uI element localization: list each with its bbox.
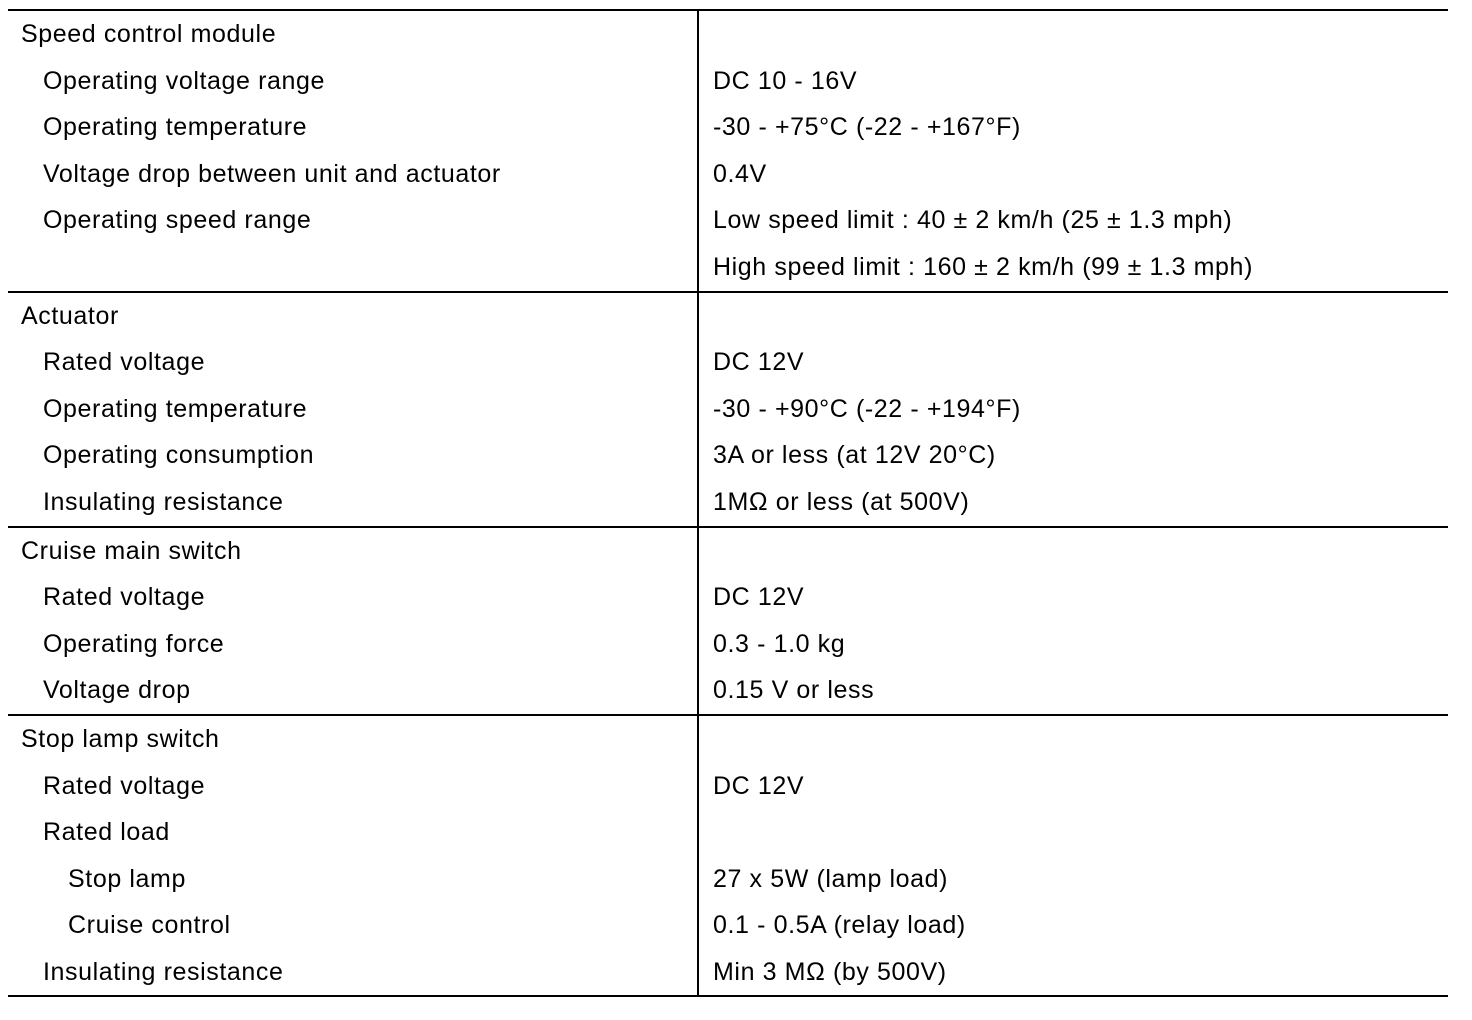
spec-row bbox=[8, 58, 1448, 105]
spec-label: Operating force bbox=[8, 621, 698, 668]
section-title: Cruise main switch bbox=[8, 527, 698, 575]
section-value-empty bbox=[698, 715, 1448, 763]
spec-label: Cruise control bbox=[8, 902, 698, 949]
spec-value: DC 12V bbox=[713, 348, 805, 377]
section-value-empty bbox=[698, 10, 1448, 58]
spec-row bbox=[8, 949, 1448, 997]
spec-label bbox=[8, 244, 698, 292]
spec-table bbox=[8, 9, 1448, 997]
spec-label: Operating voltage range bbox=[8, 58, 698, 105]
spec-label: Rated load bbox=[8, 809, 698, 856]
spec-value: DC 12V bbox=[713, 771, 805, 800]
spec-row bbox=[8, 104, 1448, 151]
spec-value: High speed limit : 160 ± 2 km/h (99 ± 1.3 mph) bbox=[713, 252, 1253, 281]
spec-label: Rated voltage bbox=[8, 339, 698, 386]
spec-row bbox=[8, 479, 1448, 527]
spec-row bbox=[8, 763, 1448, 810]
spec-label: Operating speed range bbox=[8, 197, 698, 244]
spec-label: Voltage drop between unit and actuator bbox=[8, 151, 698, 198]
section-title: Speed control module bbox=[8, 10, 698, 58]
spec-row bbox=[8, 386, 1448, 433]
spec-label: Voltage drop bbox=[8, 667, 698, 715]
spec-table-body bbox=[8, 10, 1448, 996]
spec-label: Operating consumption bbox=[8, 432, 698, 479]
spec-value: Low speed limit : 40 ± 2 km/h (25 ± 1.3 mph) bbox=[713, 206, 1233, 235]
section-title: Stop lamp switch bbox=[8, 715, 698, 763]
spec-row bbox=[8, 574, 1448, 621]
section-header-speed-control-module bbox=[8, 10, 1448, 58]
spec-row bbox=[8, 809, 1448, 856]
spec-label: Operating temperature bbox=[8, 104, 698, 151]
spec-value: 0.1 - 0.5A (relay load) bbox=[713, 911, 966, 940]
section-header-stop-lamp-switch bbox=[8, 715, 1448, 763]
spec-value: 0.15 V or less bbox=[713, 676, 875, 705]
section-header-cruise-main-switch bbox=[8, 527, 1448, 575]
spec-value: Min 3 MΩ (by 500V) bbox=[698, 949, 1448, 997]
spec-row bbox=[8, 197, 1448, 244]
spec-row bbox=[8, 667, 1448, 715]
spec-value: 0.3 - 1.0 kg bbox=[713, 629, 846, 658]
spec-value: -30 - +75°C (-22 - +167°F) bbox=[713, 113, 1021, 142]
spec-label: Rated voltage bbox=[8, 574, 698, 621]
spec-row bbox=[8, 339, 1448, 386]
spec-label: Stop lamp bbox=[8, 856, 698, 903]
spec-label: Insulating resistance bbox=[8, 479, 698, 527]
spec-row bbox=[8, 856, 1448, 903]
spec-value: 0.4V bbox=[713, 159, 767, 188]
spec-row bbox=[8, 151, 1448, 198]
spec-row bbox=[8, 432, 1448, 479]
spec-value: 27 x 5W (lamp load) bbox=[713, 864, 949, 893]
spec-row bbox=[8, 244, 1448, 292]
spec-label: Insulating resistance bbox=[8, 949, 698, 997]
section-value-empty bbox=[698, 292, 1448, 340]
spec-label: Operating temperature bbox=[8, 386, 698, 433]
section-title: Actuator bbox=[8, 292, 698, 340]
spec-value: DC 10 - 16V bbox=[713, 66, 858, 95]
section-header-actuator bbox=[8, 292, 1448, 340]
spec-value: DC 12V bbox=[713, 583, 805, 612]
spec-value: 1MΩ or less (at 500V) bbox=[713, 487, 970, 516]
spec-label: Rated voltage bbox=[8, 763, 698, 810]
spec-row bbox=[8, 902, 1448, 949]
spec-value bbox=[698, 809, 1448, 856]
spec-row bbox=[8, 621, 1448, 668]
section-value-empty bbox=[698, 527, 1448, 575]
spec-value: 3A or less (at 12V 20°C) bbox=[713, 441, 996, 470]
spec-value: -30 - +90°C (-22 - +194°F) bbox=[713, 394, 1021, 423]
